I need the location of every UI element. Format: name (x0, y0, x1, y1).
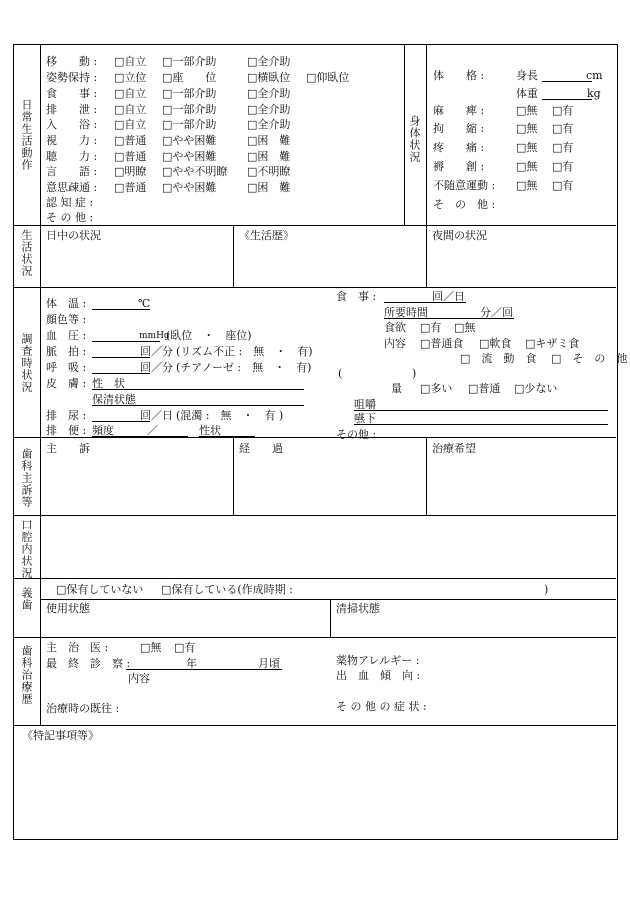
life-col-line-2 (426, 225, 427, 287)
adl-label: 入 浴 : (46, 118, 98, 131)
complexion-label: 顔色等 : (46, 313, 87, 326)
resp-unit: 回／分 (140, 361, 173, 374)
celsius-unit: ℃ (138, 297, 151, 310)
meal-type-soft[interactable]: □軟食 (479, 337, 512, 350)
adl-option[interactable]: □やや困難 (162, 134, 217, 147)
doctor-no[interactable]: □無 (140, 641, 162, 654)
body-option[interactable]: □無 (516, 179, 538, 192)
adl-option[interactable]: □自立 (114, 118, 147, 131)
adl-label: 意思疎通 : (46, 181, 98, 194)
adl-label: 食 事 : (46, 87, 98, 100)
adl-label: 視 力 : (46, 134, 98, 147)
daytime-label: 日中の状況 (46, 229, 101, 242)
appetite-label: 食欲 (384, 321, 406, 334)
quantity-many[interactable]: □多い (420, 382, 453, 395)
quantity-label: 量 (391, 382, 402, 395)
adl-option[interactable]: □やや不明瞭 (162, 165, 228, 178)
meal-type-label: 内容 (384, 337, 406, 350)
denture-use-label: 使用状態 (46, 602, 90, 615)
adl-option[interactable]: □全介助 (247, 55, 291, 68)
skin-hygiene-field[interactable] (92, 405, 304, 406)
body-label-left-line (404, 45, 405, 225)
adl-option[interactable]: □横臥位 (247, 71, 291, 84)
skin-condition-field[interactable] (92, 389, 304, 390)
adl-option[interactable]: □仰臥位 (306, 71, 350, 84)
paren-open: ( (338, 367, 343, 380)
divider-denture (14, 637, 616, 638)
body-option[interactable]: □有 (552, 141, 574, 154)
stool-frequency-field[interactable] (92, 436, 188, 437)
stool-quality-field[interactable] (199, 436, 255, 437)
adl-option[interactable]: □やや困難 (162, 181, 217, 194)
section-label-body: 身体状況 (408, 115, 421, 163)
denture-none[interactable]: □保有していない (56, 583, 144, 596)
adl-option[interactable]: □困 難 (247, 150, 291, 163)
pulse-label: 脈 拍 : (46, 345, 87, 358)
denture-has[interactable]: □保有している(作成時期 : (161, 583, 293, 596)
section-label-dental: 歯科主訴等 (20, 448, 33, 508)
swallowing-label: 嚥下 (354, 412, 376, 425)
section-label-denture: 義歯 (20, 587, 33, 611)
bleeding-label: 出 血 傾 向 : (336, 669, 421, 682)
meal-type-chopped[interactable]: □キザミ食 (525, 337, 580, 350)
body-label-right-line (426, 45, 427, 225)
adl-option[interactable]: □不明瞭 (247, 165, 291, 178)
urine-unit: 回／日 (140, 409, 173, 422)
treatment-wish-label: 治療希望 (432, 442, 476, 455)
adl-option[interactable]: □一部介助 (162, 55, 217, 68)
meal-type-other[interactable]: □ そ の 他 (551, 352, 628, 365)
divider-treatment (14, 725, 616, 726)
denture-clean-label: 清掃状態 (336, 602, 380, 615)
body-label: 褥 創 : (433, 160, 485, 173)
progress-label: 経 過 (239, 442, 283, 455)
body-option[interactable]: □無 (516, 160, 538, 173)
dental-col-line-1 (233, 437, 234, 515)
history-label: 《生活歴》 (239, 229, 294, 242)
body-option[interactable]: □有 (552, 122, 574, 135)
denture-col-line (330, 599, 331, 637)
height-field[interactable] (542, 81, 592, 82)
adl-label: 排 泄 : (46, 103, 98, 116)
adl-option[interactable]: □やや困難 (162, 150, 217, 163)
body-label: 麻 痺 : (433, 104, 485, 117)
divider-life (14, 287, 616, 288)
adl-option[interactable]: □全介助 (247, 87, 291, 100)
paren-close: ) (412, 367, 417, 380)
stool-quality: 性状 (199, 424, 221, 437)
body-option[interactable]: □無 (516, 141, 538, 154)
adl-option[interactable]: □困 難 (247, 181, 291, 194)
resp-cyanosis: (チアノーゼ : 無 ・ 有) (176, 361, 312, 374)
adl-option[interactable]: □自立 (114, 55, 147, 68)
section-label-adl: 日常生活動作 (20, 99, 33, 171)
adl-option[interactable]: □普通 (114, 134, 147, 147)
adl-option[interactable]: □全介助 (247, 118, 291, 131)
adl-option[interactable]: □普通 (114, 150, 147, 163)
body-taikaku-label: 体 格 : (433, 69, 485, 82)
bp-label: 血 圧 : (46, 329, 87, 342)
label-column-line (40, 45, 41, 725)
body-label: 疼 痛 : (433, 141, 485, 154)
resp-label: 呼 吸 : (46, 361, 87, 374)
adl-option[interactable]: □全介助 (247, 103, 291, 116)
adl-label: 言 語 : (46, 165, 98, 178)
kg-unit: kg (587, 87, 601, 100)
skin-condition: 性 状 (92, 377, 125, 390)
divider-denture-inner (40, 599, 616, 600)
body-option[interactable]: □無 (516, 104, 538, 117)
body-option[interactable]: □有 (552, 179, 574, 192)
quantity-normal[interactable]: □普通 (468, 382, 501, 395)
body-weight-label: 体重 (516, 87, 538, 100)
adl-option[interactable]: □自立 (114, 87, 147, 100)
adl-option[interactable]: □普通 (114, 181, 147, 194)
meal-label: 食 事 : (336, 290, 377, 303)
stool-label: 排 便 : (46, 424, 87, 437)
stool-slash: ／ (147, 424, 158, 437)
adl-option[interactable]: □座 位 (162, 71, 217, 84)
adl-label: 移 動 : (46, 55, 98, 68)
meal-duration-unit: 分／回 (480, 306, 513, 319)
meal-other-label: その他 : (336, 428, 377, 441)
assessment-form (13, 44, 628, 840)
meal-unit: 回／日 (432, 290, 465, 303)
meal-type-normal[interactable]: □普通食 (420, 337, 464, 350)
adl-option[interactable]: □立位 (114, 71, 147, 84)
mmhg-unit: mmHg (139, 331, 170, 341)
urine-label: 排 尿 : (46, 409, 87, 422)
skin-hygiene: 保清状態 (92, 393, 136, 406)
section-label-treatment: 歯科治療歴 (20, 645, 33, 705)
chewing-label: 咀嚼 (354, 398, 376, 411)
doctor-yes[interactable]: □有 (174, 641, 196, 654)
meal-type-liquid[interactable]: □ 流 動 食 (460, 352, 537, 365)
adl-label: 認 知 症 : (46, 196, 94, 209)
appetite-no[interactable]: □無 (454, 321, 476, 334)
section-label-oral: 口腔内状況 (20, 519, 33, 579)
meal-duration-label: 所要時間 (384, 306, 428, 319)
month-label: 月頃 (258, 657, 280, 670)
divider-oral (14, 578, 616, 579)
body-option[interactable]: □無 (516, 122, 538, 135)
adl-label: 姿勢保持 : (46, 71, 98, 84)
appetite-yes[interactable]: □有 (420, 321, 442, 334)
treatment-content-label: 内容 (128, 672, 150, 685)
skin-label: 皮 膚 : (46, 377, 87, 390)
dental-col-line-2 (426, 437, 427, 515)
adl-option[interactable]: □一部介助 (162, 87, 217, 100)
divider-adl (14, 225, 616, 226)
last-visit-label: 最 終 診 察 : (46, 657, 131, 670)
adl-option[interactable]: □一部介助 (162, 118, 217, 131)
adl-option[interactable]: □自立 (114, 103, 147, 116)
adl-option[interactable]: □困 難 (247, 134, 291, 147)
denture-close-paren: ) (544, 583, 549, 596)
body-height-label: 身長 (516, 69, 538, 82)
weight-field[interactable] (542, 99, 592, 100)
year-label: 年 (186, 657, 197, 670)
section-label-life: 生活状況 (20, 229, 33, 277)
body-sonota-label: そ の 他 : (433, 198, 496, 211)
adl-label: そ の 他 : (46, 211, 94, 224)
other-symptoms-label: そ の 他 の 症 状 : (336, 700, 427, 713)
divider-dental (14, 515, 616, 516)
section-label-survey: 調査時状況 (20, 333, 33, 393)
allergy-label: 薬物アレルギー : (336, 654, 420, 667)
adl-option[interactable]: □一部介助 (162, 103, 217, 116)
cm-unit: cm (586, 69, 603, 82)
doctor-label: 主 治 医 : (46, 641, 109, 654)
body-label: 拘 縮 : (433, 122, 485, 135)
adl-label: 聴 力 : (46, 150, 98, 163)
life-col-line-1 (233, 225, 234, 287)
temp-label: 体 温 : (46, 297, 87, 310)
adl-option[interactable]: □明瞭 (114, 165, 147, 178)
special-notes-label: 《特記事項等》 (22, 729, 99, 742)
body-option[interactable]: □有 (552, 160, 574, 173)
complaint-label: 主 訴 (46, 442, 90, 455)
pulse-unit: 回／分 (140, 345, 173, 358)
urine-turbidity: (混濁 : 無 ・ 有 ) (176, 409, 284, 422)
body-option[interactable]: □有 (552, 104, 574, 117)
bp-posture: (臥位 ・ 座位) (166, 329, 252, 342)
divider-survey (14, 437, 616, 438)
pulse-rhythm: (リズム不正 : 無 ・ 有) (176, 345, 313, 358)
chewing-field[interactable] (354, 410, 608, 411)
history-label: 治療時の既往 : (46, 702, 120, 715)
stool-frequency: 頻度 (92, 424, 114, 437)
night-label: 夜間の状況 (432, 229, 487, 242)
quantity-few[interactable]: □少ない (514, 382, 558, 395)
body-label: 不随意運動 : (433, 179, 496, 192)
swallowing-field[interactable] (354, 424, 608, 425)
